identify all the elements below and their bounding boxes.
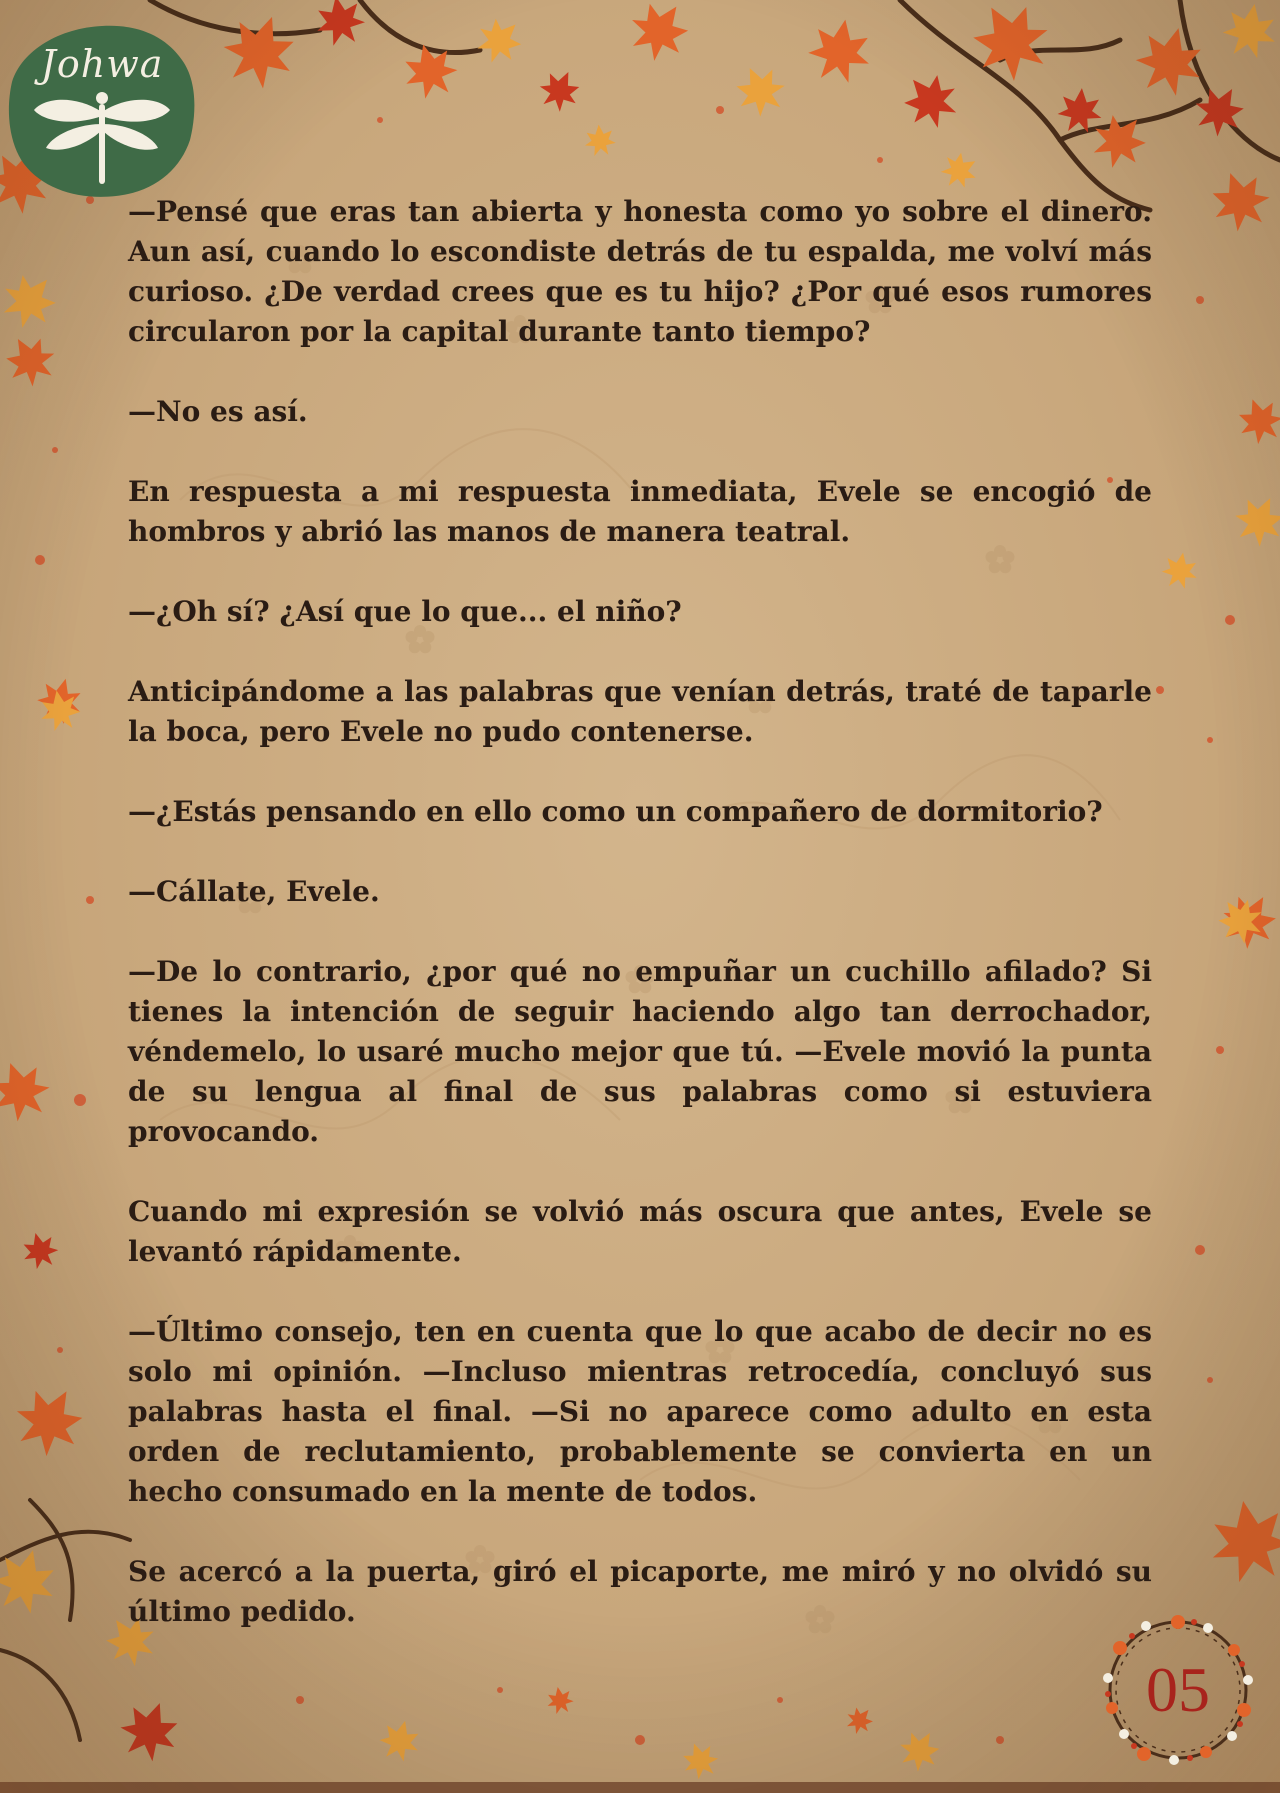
paragraph: Cuando mi expresión se volvió más oscura que antes, Evele se levantó rápidamente. (128, 1195, 1152, 1268)
page-number-badge (1088, 1600, 1268, 1780)
paragraph: Se acercó a la puerta, giró el picaporte, me miró y no olvidó su último pedido. (128, 1555, 1152, 1628)
paragraph: —No es así. (128, 395, 308, 428)
logo (4, 20, 200, 200)
page-number: 05 (1146, 1654, 1210, 1725)
paragraph: —Pensé que eras tan abierta y honesta como yo sobre el dinero. Aun así, cuando lo escondiste detrás de tu espalda, me volví más curioso. ¿De verdad crees que es tu hijo? ¿Por qué esos rumores circularon por la capital durante tanto tiempo? (128, 195, 1152, 348)
logo-text: Johwa (40, 42, 164, 86)
paragraph: —Cállate, Evele. (128, 875, 380, 908)
paragraph: —¿Oh sí? ¿Así que lo que... el niño? (128, 595, 682, 628)
paragraph: En respuesta a mi respuesta inmediata, Evele se encogió de hombros y abrió las manos de manera teatral. (128, 475, 1152, 548)
paragraph: —¿Estás pensando en ello como un compañero de dormitorio? (128, 795, 1103, 828)
paragraph: Anticipándome a las palabras que venían detrás, traté de taparle la boca, pero Evele no pudo contenerse. (128, 675, 1152, 748)
paragraph: —De lo contrario, ¿por qué no empuñar un cuchillo afilado? Si tienes la intención de seguir haciendo algo tan derrochador, véndemelo, lo usaré mucho mejor que tú. —Evele movió la punta de su lengua al final de sus palabras como si estuviera provocando. (128, 955, 1152, 1148)
body-text (128, 192, 1152, 1632)
paragraph: —Último consejo, ten en cuenta que lo que acabo de decir no es solo mi opinión. —Incluso mientras retrocedía, concluyó sus palabras hasta el final. —Si no aparece como adulto en esta orden de reclutamiento, probablemente se convierta en un hecho consumado en la mente de todos. (128, 1315, 1152, 1508)
